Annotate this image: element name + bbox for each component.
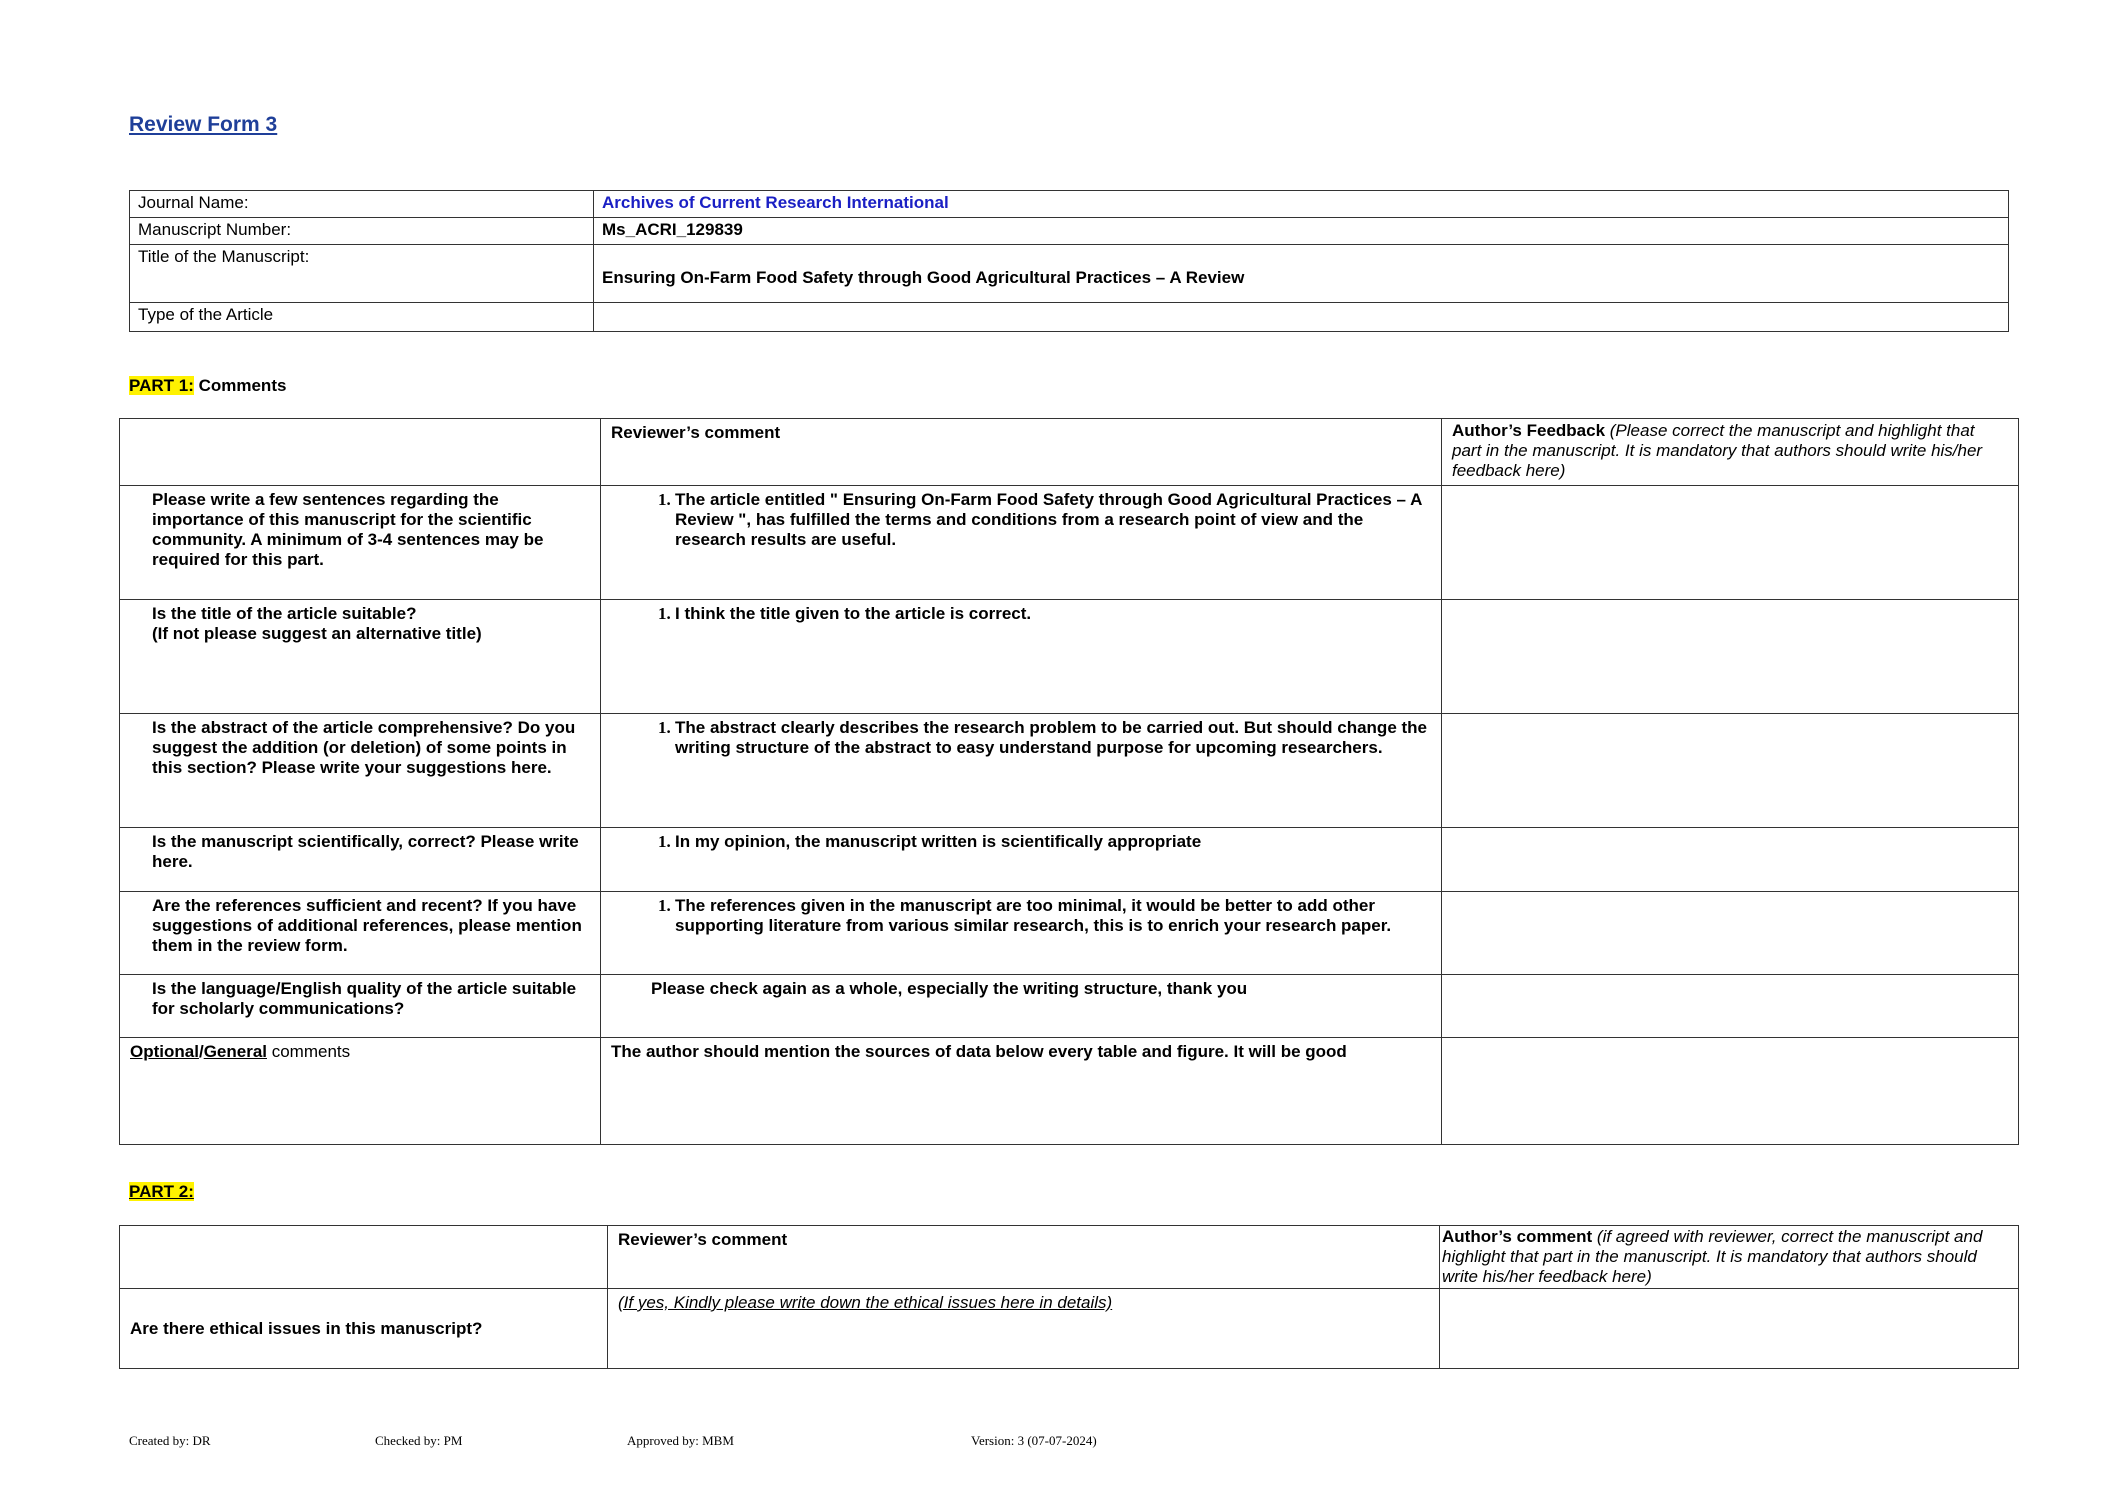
table-row <box>120 828 2019 892</box>
answer-cell <box>601 486 1442 600</box>
part2-ethics-table <box>119 1225 2019 1369</box>
question-importance: Please write a few sentences regarding the importance of this manuscript for the scientific community. A minimum of 3-4 sentences may be required for this part. <box>120 486 601 600</box>
table-header-row <box>120 419 2019 486</box>
part1-comments-table <box>119 418 2019 1145</box>
question-language: Is the language/English quality of the article suitable for scholarly communications? <box>120 975 601 1038</box>
table-row <box>120 714 2019 828</box>
author-feedback-input[interactable] <box>1442 600 2019 714</box>
ethics-hint: (If yes, Kindly please write down the ethical issues here in details) <box>618 1293 1113 1312</box>
author-comment-input[interactable] <box>1440 1289 2019 1369</box>
empty-header-cell <box>120 419 601 486</box>
table-row <box>120 486 2019 600</box>
answer-text: 1. The article entitled " Ensuring On-Farm Food Safety through Good Agricultural Practices – A Review ", has fulfilled the terms and conditions from a research point of view and the research results are useful. <box>675 490 1431 550</box>
table-row <box>130 303 2009 332</box>
table-row <box>120 1289 2019 1369</box>
answer-text: 1. The references given in the manuscript are too minimal, it would be better to add other supporting literature from various similar research, this is to enrich your research paper. <box>675 896 1431 936</box>
author-comment-header-bold: Author’s comment <box>1442 1227 1593 1246</box>
optional-slash: / <box>198 1042 204 1061</box>
part1-label: PART 1: <box>129 376 194 395</box>
part1-suffix: Comments <box>193 376 287 395</box>
author-feedback-input[interactable] <box>1442 714 2019 828</box>
reviewer-comment-header: Reviewer’s comment <box>601 419 1442 486</box>
author-feedback-header-bold: Author’s Feedback <box>1452 421 1606 440</box>
answer-cell <box>601 714 1442 828</box>
question-title-sub: (If not please suggest an alternative title) <box>152 624 482 643</box>
answer-text: 1. In my opinion, the manuscript written is scientifically appropriate <box>675 832 1431 852</box>
answer-text: 1. I think the title given to the article is correct. <box>675 604 1431 624</box>
table-row <box>120 600 2019 714</box>
article-type-label: Type of the Article <box>130 303 594 332</box>
optional-word: Optional <box>130 1042 199 1061</box>
part2-heading <box>129 1182 194 1202</box>
table-row <box>120 892 2019 975</box>
question-references: Are the references sufficient and recent? If you have suggestions of additional references, please mention them in the review form. <box>120 892 601 975</box>
answer-cell <box>601 600 1442 714</box>
optional-comments-label <box>120 1038 601 1145</box>
question-ethics: Are there ethical issues in this manuscript? <box>120 1289 608 1369</box>
optional-comment-answer: The author should mention the sources of data below every table and figure. It will be good <box>601 1038 1442 1145</box>
author-feedback-input[interactable] <box>1442 1038 2019 1145</box>
manuscript-info-table <box>129 190 2009 332</box>
question-title <box>120 600 601 714</box>
answer-text: 1. The abstract clearly describes the research problem to be carried out. But should change the writing structure of the abstract to easy understand purpose for upcoming researchers. <box>675 718 1431 758</box>
ethics-answer-cell[interactable] <box>608 1289 1440 1369</box>
author-feedback-header-note: (Please correct the manuscript and highlight that part in the manuscript. It is mandatory that authors should write his/her feedback here) <box>1452 421 1983 480</box>
article-type-value <box>594 303 2009 332</box>
general-word: General <box>203 1042 267 1061</box>
table-header-row <box>120 1226 2019 1289</box>
question-title-main: Is the title of the article suitable? <box>152 604 417 623</box>
reviewer-comment-header: Reviewer’s comment <box>608 1226 1440 1289</box>
answer-cell <box>601 828 1442 892</box>
footer-approved: Approved by: MBM <box>627 1433 734 1448</box>
footer-created: Created by: DR <box>129 1433 211 1448</box>
author-feedback-input[interactable] <box>1442 892 2019 975</box>
part2-label: PART 2: <box>129 1182 194 1201</box>
footer-version: Version: 3 (07-07-2024) <box>971 1433 1097 1448</box>
author-comment-header <box>1440 1226 2019 1289</box>
manuscript-title-value: Ensuring On-Farm Food Safety through Good Agricultural Practices – A Review <box>594 245 2009 303</box>
author-feedback-input[interactable] <box>1442 486 2019 600</box>
author-feedback-input[interactable] <box>1442 828 2019 892</box>
empty-header-cell <box>120 1226 608 1289</box>
table-row <box>120 975 2019 1038</box>
answer-cell <box>601 892 1442 975</box>
journal-name-value: Archives of Current Research International <box>594 191 2009 218</box>
form-title[interactable]: Review Form 3 <box>129 113 278 136</box>
question-scientific: Is the manuscript scientifically, correct? Please write here. <box>120 828 601 892</box>
question-abstract: Is the abstract of the article comprehensive? Do you suggest the addition (or deletion) of some points in this section? Please write your suggestions here. <box>120 714 601 828</box>
part1-heading <box>129 376 286 396</box>
table-row <box>130 245 2009 303</box>
journal-name-label: Journal Name: <box>130 191 594 218</box>
footer-checked: Checked by: PM <box>375 1433 463 1448</box>
table-row <box>130 191 2009 218</box>
author-feedback-input[interactable] <box>1442 975 2019 1038</box>
author-feedback-header <box>1442 419 2019 486</box>
comments-word: comments <box>267 1042 351 1061</box>
table-row <box>120 1038 2019 1145</box>
author-comment-header-note: (if agreed with reviewer, correct the manuscript and highlight that part in the manuscript. It is mandatory that authors should write his/her feedback here) <box>1442 1227 1983 1286</box>
answer-text: Please check again as a whole, especially the writing structure, thank you <box>601 975 1442 1038</box>
manuscript-number-label: Manuscript Number: <box>130 218 594 245</box>
table-row <box>130 218 2009 245</box>
manuscript-number-value: Ms_ACRI_129839 <box>594 218 2009 245</box>
manuscript-title-label: Title of the Manuscript: <box>130 245 594 303</box>
